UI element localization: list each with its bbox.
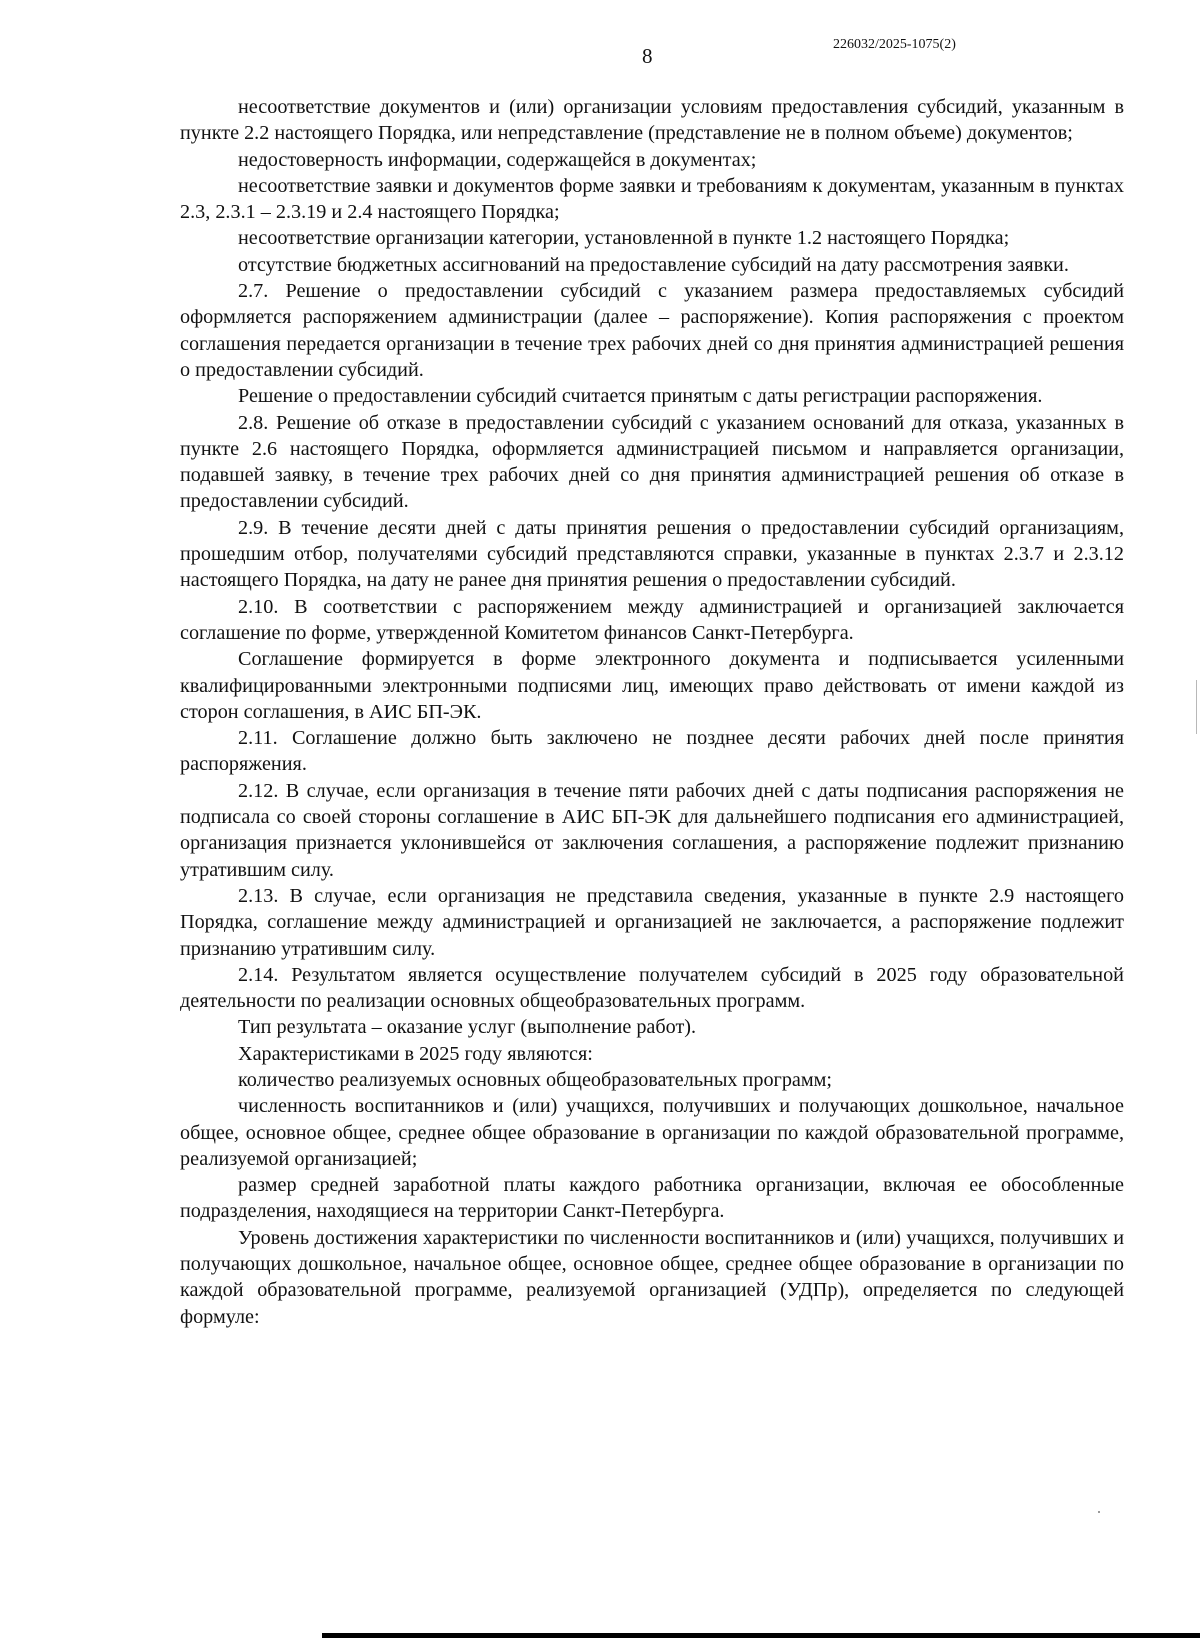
document-body <box>180 94 1124 1330</box>
paragraph-application-form-mismatch: несоответствие заявки и документов форме заявки и требованиям к документам, указанным в пунктах 2.3, 2.3.1 – 2.3.19 и 2.4 настоящего Порядка; <box>180 174 1124 224</box>
paragraph-2-13: 2.13. В случае, если организация не представила сведения, указанные в пункте 2.9 настоящего Порядка, соглашение между администрацией и организацией не заключается, а распоряжение подлежит признанию утратившим силу. <box>180 884 1124 960</box>
paragraph-no-budget: отсутствие бюджетных ассигнований на предоставление субсидий на дату рассмотрения заявки. <box>238 253 1069 276</box>
paragraph-mismatch-documents: несоответствие документов и (или) организации условиям предоставления субсидий, указанным в пункте 2.2 настоящего Порядка, или непредставление (представление не в полном объеме) документов; <box>180 96 1124 145</box>
paragraph-unreliable-information: недостоверность информации, содержащейся в документах; <box>238 148 757 171</box>
document-code: 226032/2025-1075(2) <box>833 37 956 52</box>
paragraph-student-count: численность воспитанников и (или) учащихся, получивших и получающих дошкольное, начальное общее, основное общее, среднее общее образование в организации по каждой образовательной программе, реализуемой организацией; <box>180 1095 1124 1170</box>
paragraph-characteristics-heading: Характеристиками в 2025 году являются: <box>238 1042 593 1065</box>
paragraph-2-8: 2.8. Решение об отказе в предоставлении субсидий с указанием оснований для отказа, указанных в пункте 2.6 настоящего Порядка, оформляется администрацией письмом и направляется организации, подавшей заявку, в течение трех рабочих дней со дня принятия администрацией решения об отказе в предоставлении субсидий. <box>180 411 1124 513</box>
paragraph-2-12: 2.12. В случае, если организация в течение пяти рабочих дней с даты подписания распоряжения не подписала со своей стороны соглашение в АИС БП-ЭК для дальнейшего подписания его администрацией, организация признается уклонившейся от заключения соглашения, а распоряжение подлежит признанию утратившим силу. <box>180 779 1124 881</box>
paragraph-2-9: 2.9. В течение десяти дней с даты принятия решения о предоставлении субсидий организациям, прошедшим отбор, получателями субсидий представляются справки, указанные в пунктах 2.3.7 и 2.3.12 настоящего Порядка, на дату не ранее дня принятия решения о предоставлении субсидий. <box>180 516 1124 592</box>
scan-edge-mark <box>1196 680 1197 734</box>
paragraph-achievement-formula-intro: Уровень достижения характеристики по численности воспитанников и (или) учащихся, получивших и получающих дошкольное, начальное общее, основное общее, среднее общее образование в организации по каждой образовательной программе, реализуемой организацией (УДПр), определяется по следующей формуле: <box>180 1226 1124 1328</box>
paragraph-average-salary: размер средней заработной платы каждого работника организации, включая ее обособленные подразделения, находящиеся на территории Санкт-Петербурга. <box>180 1174 1124 1223</box>
paragraph-result-type: Тип результата – оказание услуг (выполнение работ). <box>238 1016 697 1039</box>
paragraph-2-10: 2.10. В соответствии с распоряжением между администрацией и организацией заключается соглашение по форме, утвержденной Комитетом финансов Санкт-Петербурга. <box>180 595 1124 644</box>
paragraph-program-count: количество реализуемых основных общеобразовательных программ; <box>238 1068 833 1091</box>
page-number: 8 <box>642 44 653 68</box>
paragraph-category-mismatch: несоответствие организации категории, установленной в пункте 1.2 настоящего Порядка; <box>238 227 1010 250</box>
scan-dot <box>1098 1511 1100 1513</box>
paragraph-2-14: 2.14. Результатом является осуществление получателем субсидий в 2025 году образовательной деятельности по реализации основных общеобразовательных программ. <box>180 963 1124 1013</box>
paragraph-electronic-agreement: Соглашение формируется в форме электронного документа и подписывается усиленными квалифицированными электронными подписями лиц, имеющих право действовать от имени каждой из сторон соглашения, в АИС БП-ЭК. <box>180 648 1124 723</box>
paragraph-2-7: 2.7. Решение о предоставлении субсидий с указанием размера предоставляемых субсидий оформляется распоряжением администрации (далее – распоряжение). Копия распоряжения с проектом соглашения передается организации в течение трех рабочих дней со дня принятия администрацией решения о предоставлении субсидий. <box>180 280 1124 381</box>
paragraph-2-11: 2.11. Соглашение должно быть заключено не позднее десяти рабочих дней после принятия распоряжения. <box>180 727 1124 776</box>
paragraph-decision-date: Решение о предоставлении субсидий считается принятым с даты регистрации распоряжения. <box>238 385 1043 408</box>
scan-bottom-bar <box>322 1633 1200 1638</box>
